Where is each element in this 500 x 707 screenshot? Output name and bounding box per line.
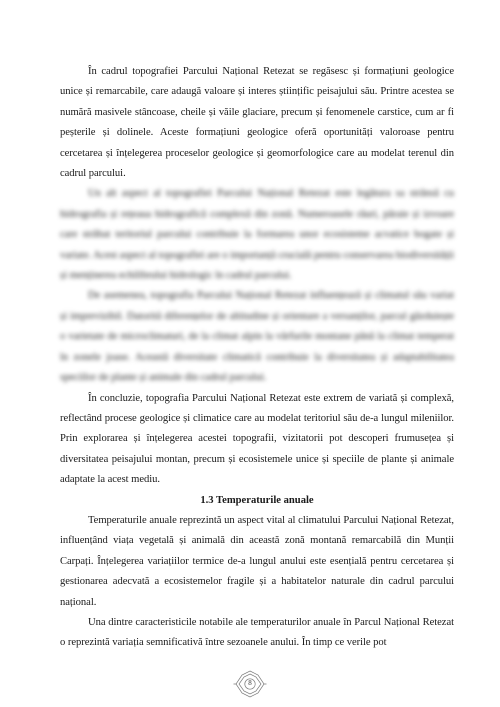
paragraph-seasonal-variation: Una dintre caracteristicile notabile ale temperaturilor anuale în Parcul Național Retezat o reprezintă variația semnificativă între sezoanele anului. În timp ce verile pot xyxy=(60,616,454,649)
paragraph-hydrography: Un alt aspect al topografiei Parcului Național Retezat este legătura sa strânsă cu hidrografia și rețeaua hidrografică complexă din zonă. Numeroasele râuri, pâraie și izvoare care străbat teritoriul parcului contribuie la formarea unor ecosisteme acvatice bogate și variate. Acest aspect al topografiei are o importanță crucială pentru conservarea biodiversității și menținerea echilibrului hidrologic în cadrul parcului. xyxy=(60,188,455,282)
page-content xyxy=(60,62,454,654)
paragraph-geological-formations: În cadrul topografiei Parcului Național Retezat se regăsesc și formațiuni geologice unice și remarcabile, care adaugă valoare și interes științific peisajului său. Printre acestea se numără masivele stâncoase, cheile și văile glaciare, precum și fenomenele carstice, cum ar fi peșterile și dolinele. Aceste formațiuni geologice oferă oportunități valoroase pentru cercetarea și înțelegerea proceselor geologice și geomorfologice care au modelat terenul din cadrul parcului. xyxy=(60,66,454,180)
page-number: 8 xyxy=(248,679,252,687)
page-number-ornament xyxy=(233,670,267,698)
paragraph-annual-temperatures: Temperaturile anuale reprezintă un aspect vital al climatului Parcului Național Retezat, influențând viața vegetală și animală din această zonă montană remarcabilă din Munții Carpați. Înțelegerea variațiilor termice de-a lungul anului este esențială pentru cercetarea și gestionarea adecvată a ecosistemelor fragile și a habitatelor naturale din cadrul parcului național. xyxy=(60,514,454,608)
section-heading: 1.3 Temperaturile anuale xyxy=(200,494,314,506)
paragraph-conclusion: În concluzie, topografia Parcului Național Retezat este extrem de variată și complexă, reflectând procese geologice și climatice care au modelat teritoriul său de-a lungul mileniilor. Prin explorarea și înțelegerea acestei topografii, vizitatorii pot descoperi frumusețea și diversitatea peisajului montan, precum și ecosistemele unice și speciile de plante și animale adaptate la acest mediu. xyxy=(60,392,454,486)
paragraph-climate: De asemenea, topografia Parcului Național Retezat influențează și climatul său variat și imprevizibil. Datorită diferențelor de altitudine și orientare a versanților, parcul găzduiește o varietate de microclimaturi, de la climat alpin la vârfurile montane până la climat temperat în zonele joase. Această diversitate climatică contribuie la diversitatea și adaptabilitatea speciilor de plante și animale din cadrul parcului. xyxy=(60,290,454,384)
blurred-region xyxy=(60,184,454,388)
